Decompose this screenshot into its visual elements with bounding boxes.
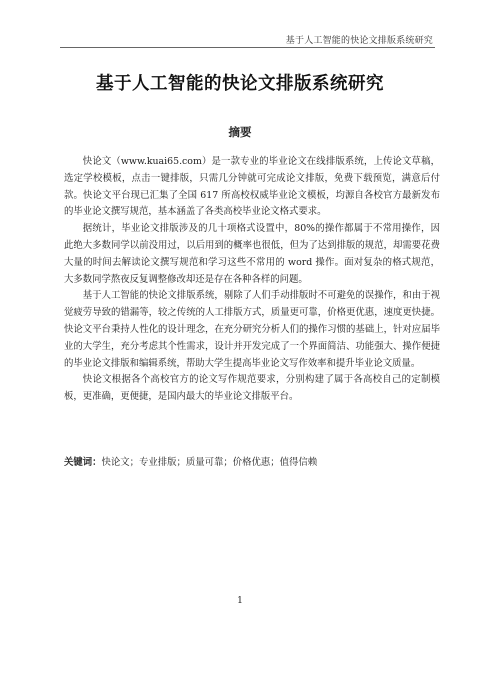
abstract-paragraph: 基于人工智能的快论文排版系统，剔除了人们手动排版时不可避免的误操作，和由于视觉疲劳导致的错漏等，较之传统的人工排版方式，质量更可靠，价格更优惠，速度更快捷。快论文平台秉持人性化的设计理念，在充分研究分析人们的操作习惯的基础上，针对应届毕业的大学生，充分考虑其个性需求，设计并开发完成了一个界面简洁、功能强大、操作便捷的毕业论文排版和编辑系统，帮助大学生提高毕业论文写作效率和提升毕业论文质量。 [64, 290, 440, 369]
header-rule [60, 47, 435, 48]
keywords-line [64, 456, 440, 470]
abstract-paragraph: 快论文根据各个高校官方的论文写作规范要求，分别构建了属于各高校自己的定制模板，更准确，更便捷，是国内最大的毕业论文排版平台。 [64, 374, 440, 403]
keywords-text: 快论文；专业排版；质量可靠；价格优惠；值得信赖 [101, 457, 318, 468]
keywords-label: 关键词： [64, 457, 102, 468]
document-title: 基于人工智能的快论文排版系统研究 [96, 74, 384, 94]
running-header: 基于人工智能的快论文排版系统研究 [285, 36, 433, 46]
abstract-heading: 摘要 [228, 125, 252, 139]
abstract-body [64, 154, 440, 406]
page-number: 1 [237, 596, 243, 606]
abstract-paragraph: 据统计，毕业论文排版涉及的几十项格式设置中，80%的操作都属于不常用操作，因此绝大多数同学以前没用过，以后用到的概率也很低，但为了达到排版的规范，却需要花费大量的时间去解读论文撰写规范和学习这些不常用的 word 操作。面对复杂的格式规范，大多数同学熬夜反复调整修改却还是存在各种各样的问题。 [64, 223, 440, 285]
abstract-paragraph: 快论文（www.kuai65.com）是一款专业的毕业论文在线排版系统，上传论文草稿，选定学校模板，点击一键排版，只需几分钟就可完成论文排版，免费下载预览，满意后付款。快论文平台现已汇集了全国 617 所高校权威毕业论文模板，均源自各校官方最新发布的毕业论文撰写规范，基本涵盖了各类高校毕业论文格式要求。 [64, 156, 440, 218]
